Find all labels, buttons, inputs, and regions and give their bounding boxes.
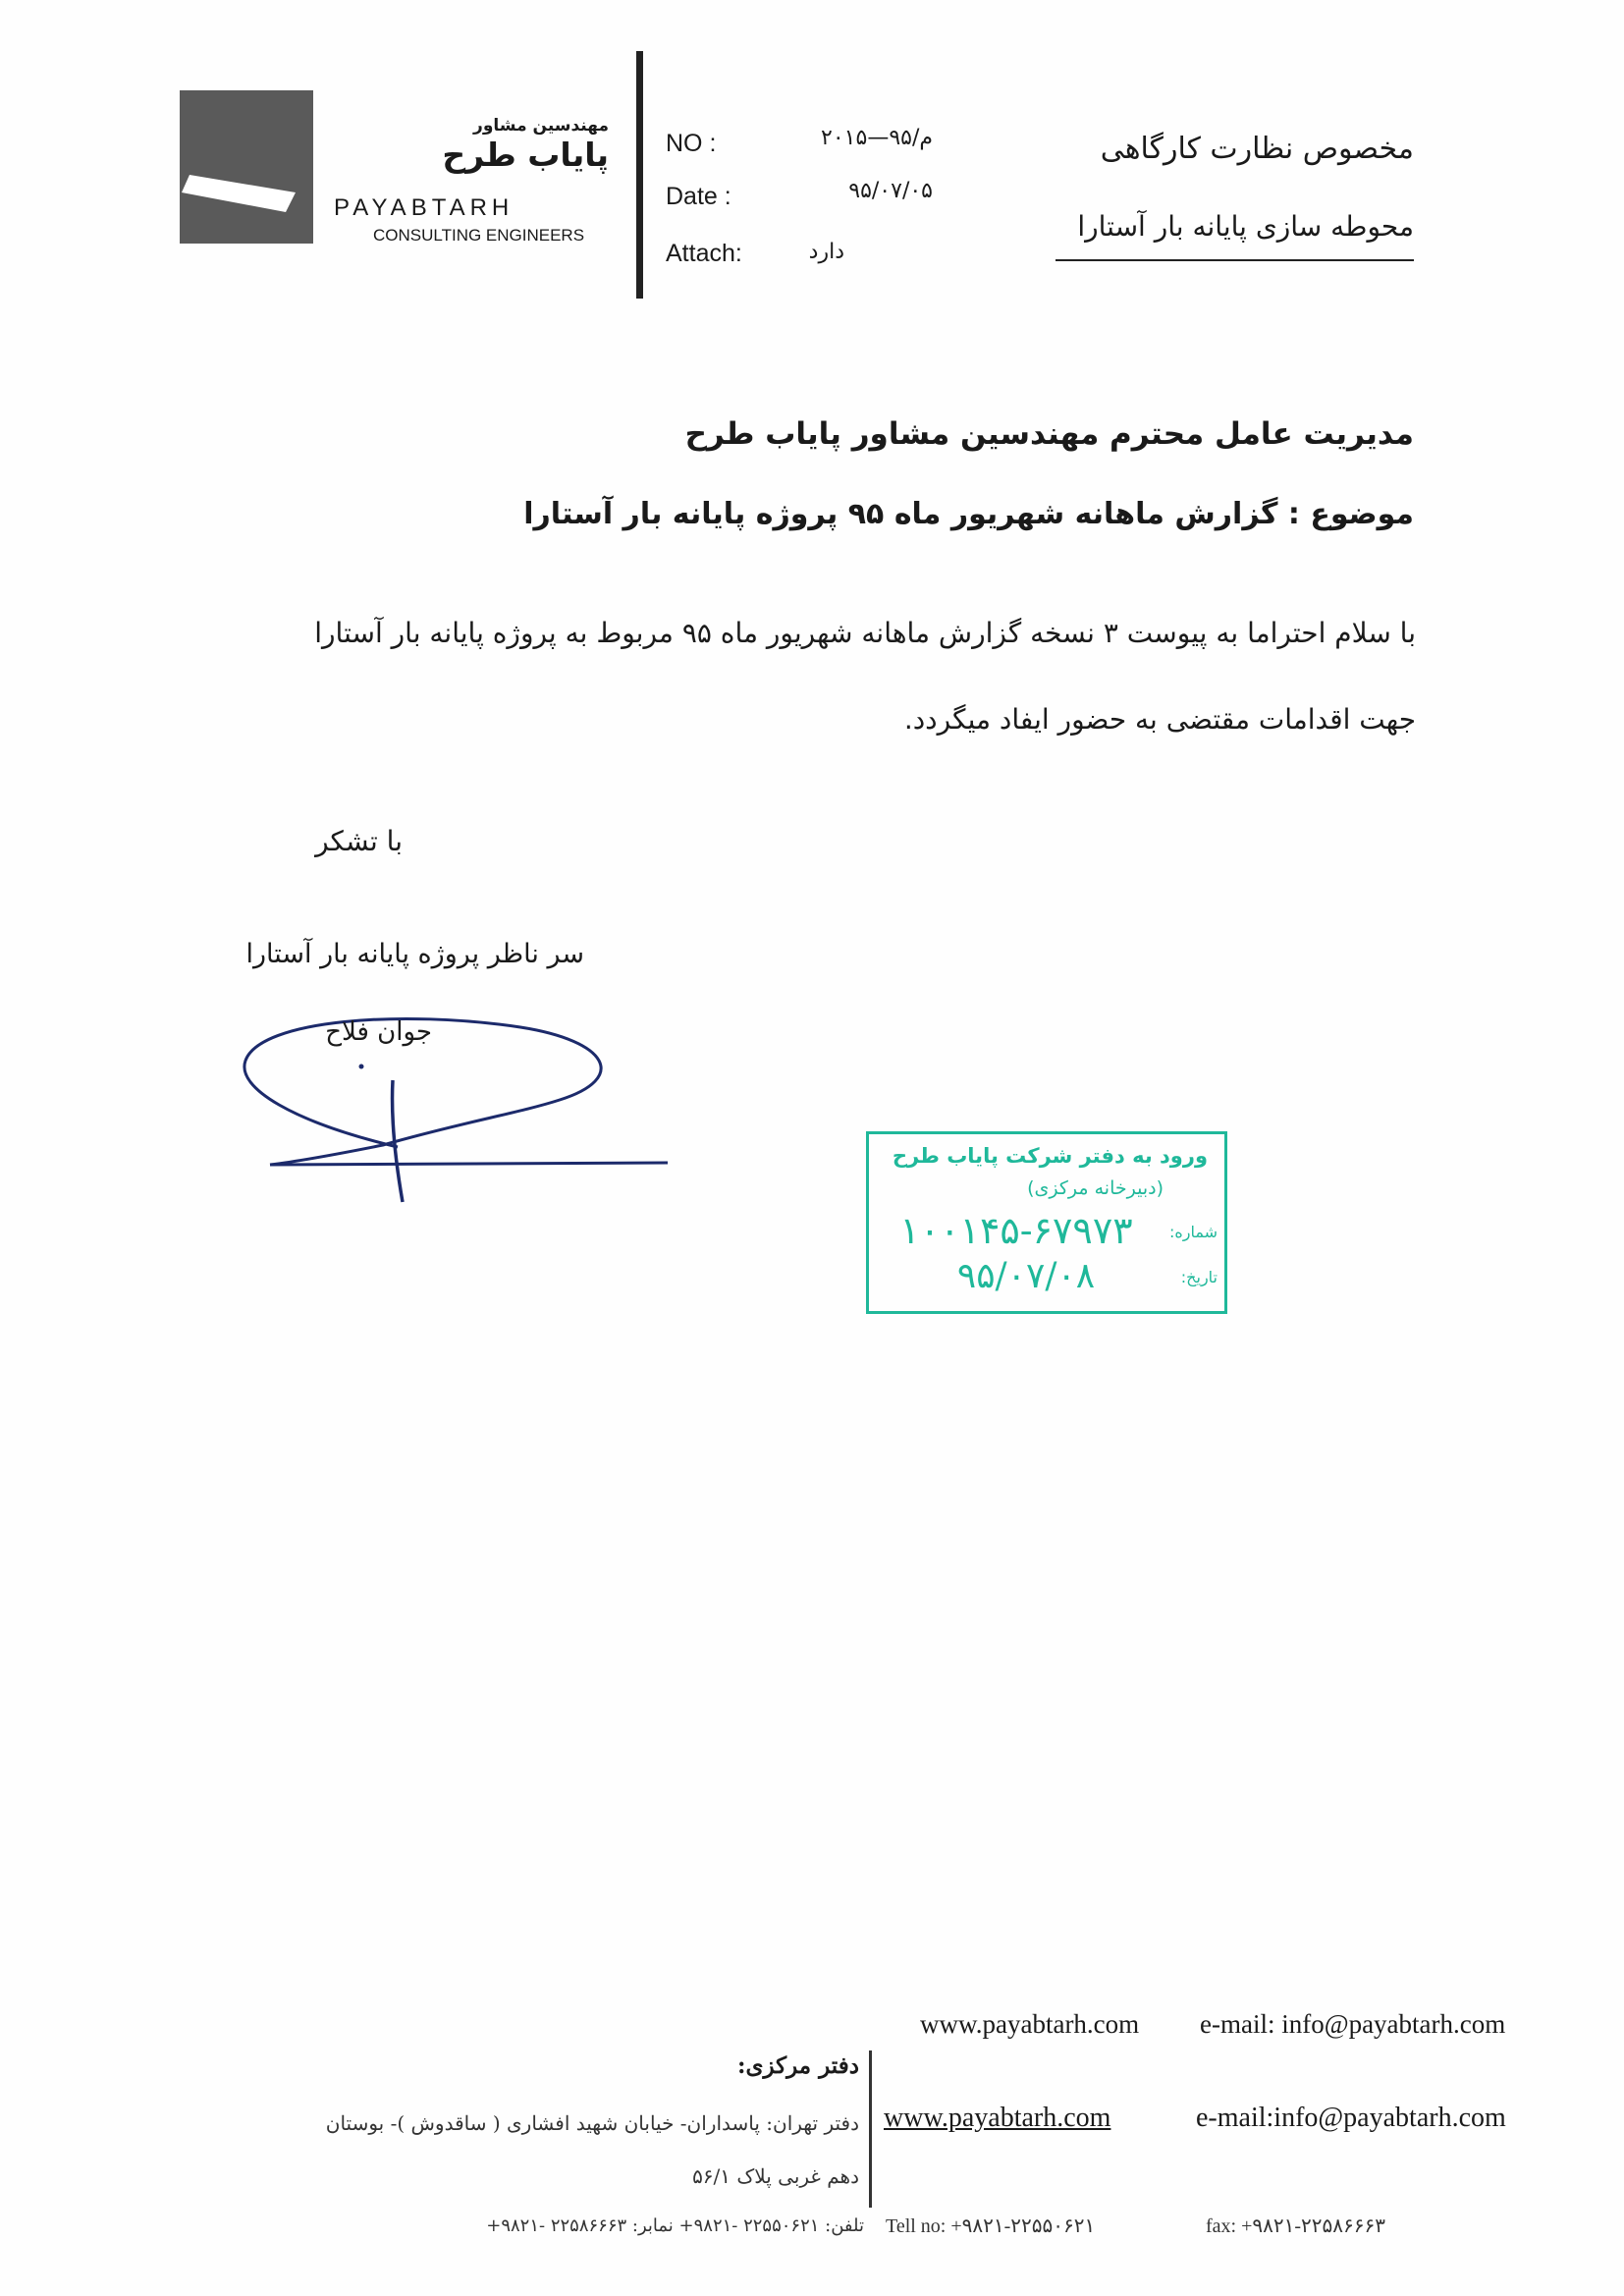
signer-name: جوان فلاح xyxy=(325,1017,432,1047)
logo-english-name: PAYABTARH xyxy=(334,194,514,221)
stamp-number-label: شماره: xyxy=(1168,1223,1218,1241)
header-title: مخصوص نظارت کارگاهی xyxy=(1100,132,1414,166)
attachment-label: Attach: xyxy=(666,240,742,267)
body-paragraph-2: جهت اقدامات مقتضی به حضور ایفاد میگردد. xyxy=(903,703,1416,736)
footer-fax: fax: +۹۸۲۱-۲۲۵۸۶۶۶۳ xyxy=(1206,2215,1385,2237)
logo-mark xyxy=(180,90,313,244)
footer-divider xyxy=(869,2050,872,2208)
logo-persian-subtitle: مهندسین مشاور xyxy=(473,116,609,136)
stamp-subtitle: (دبیرخانه مرکزی) xyxy=(1027,1177,1164,1199)
footer-email[interactable]: e-mail: info@payabtarh.com xyxy=(1200,2009,1506,2039)
footer-office-title: دفتر مرکزی: xyxy=(736,2052,859,2079)
logo-persian-name: پایاب طرح xyxy=(442,136,609,174)
received-stamp xyxy=(866,1131,1227,1314)
footer-email-link[interactable]: e-mail:info@payabtarh.com xyxy=(1196,2103,1506,2133)
stamp-date-label: تاریخ: xyxy=(1180,1268,1218,1286)
footer-phone-fax-persian: تلفن: ۲۲۵۵۰۶۲۱ -۹۸۲۱+ نمابر: ۲۲۵۸۶۶۶۳ -۹۸۲۱+ xyxy=(486,2215,864,2236)
header-divider xyxy=(636,51,643,299)
body-paragraph-1: با سلام احتراما به پیوست ۳ نسخه گزارش ماهانه شهریور ماه ۹۵ مربوط به پروژه پایانه بار آستارا xyxy=(314,617,1416,649)
footer-website[interactable]: www.payabtarh.com xyxy=(920,2009,1140,2039)
attachment-value: دارد xyxy=(808,240,844,264)
subject-line: موضوع : گزارش ماهانه شهریور ماه ۹۵ پروژه پایانه بار آستارا xyxy=(523,497,1414,531)
header-project: محوطه سازی پایانه بار آستارا xyxy=(1077,210,1414,243)
footer-address-line-2: دهم غربی پلاک ۵۶/۱ xyxy=(692,2164,859,2188)
logo-english-subtitle: CONSULTING ENGINEERS xyxy=(373,226,585,245)
date-value: ۹۵/۰۷/۰۵ xyxy=(848,179,933,203)
header-underline xyxy=(1056,259,1414,261)
stamp-number-value: ۱۰۰۱۴۵-۶۷۹۷۳ xyxy=(899,1209,1133,1252)
footer-website-link[interactable]: www.payabtarh.com xyxy=(884,2103,1111,2133)
stamp-title: ورود به دفتر شرکت پایاب طرح xyxy=(892,1144,1208,1168)
footer-phone: Tell no: +۹۸۲۱-۲۲۵۵۰۶۲۱ xyxy=(886,2215,1096,2237)
footer-address-line-1: دفتر تهران: پاسداران- خیابان شهید افشاری ( ساقدوش )- بوستان xyxy=(325,2111,859,2135)
date-label: Date : xyxy=(666,183,731,210)
closing: با تشکر xyxy=(315,825,403,857)
stamp-date-value: ۹۵/۰۷/۰۸ xyxy=(956,1256,1096,1296)
signer-title: سر ناظر پروژه پایانه بار آستارا xyxy=(245,939,584,969)
recipient: مدیریت عامل محترم مهندسین مشاور پایاب طرح xyxy=(684,416,1414,452)
number-value: م/۹۵—۲۰۱۵ xyxy=(821,126,933,150)
number-label: NO : xyxy=(666,130,717,157)
